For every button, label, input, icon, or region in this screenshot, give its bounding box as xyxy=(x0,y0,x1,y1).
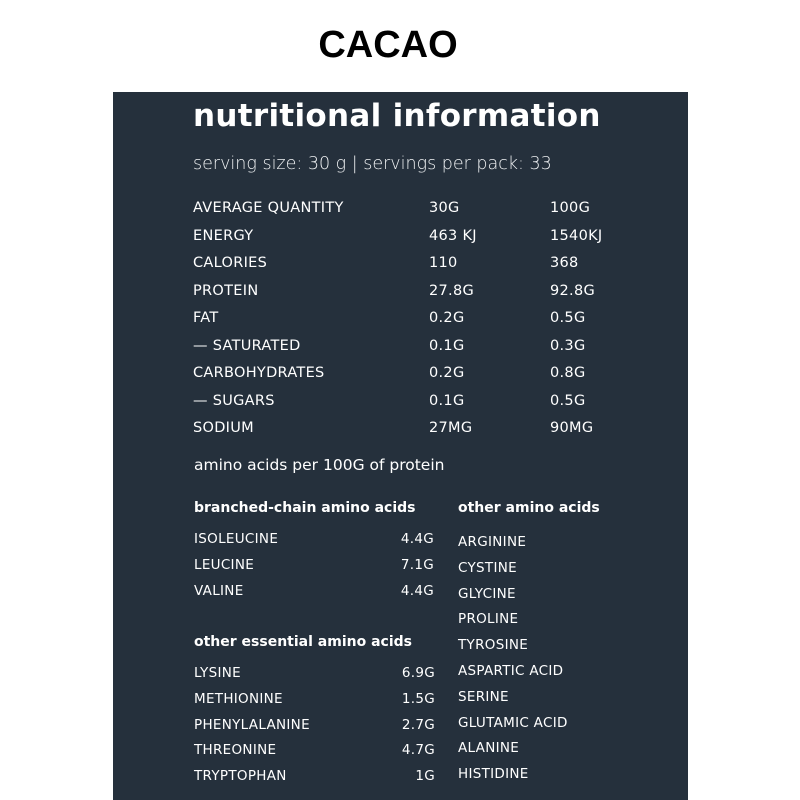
amino-name: ASPARTIC ACID xyxy=(458,662,564,679)
nutrient-name: FAT xyxy=(193,310,219,326)
nutrition-panel xyxy=(113,92,688,800)
amino-name: PHENYLALANINE xyxy=(194,716,310,733)
product-title: CACAO xyxy=(318,24,458,66)
per-serving-value: 30G xyxy=(429,200,460,216)
per-100g-value: 1540KJ xyxy=(550,227,603,244)
nutrition-row xyxy=(193,200,633,228)
per-100g-value: 368 xyxy=(550,255,579,271)
list-item xyxy=(458,740,678,766)
amino-name: TYROSINE xyxy=(458,637,529,654)
per-serving-value: 110 xyxy=(429,255,458,271)
amino-name: TRYPTOPHAN xyxy=(194,768,287,785)
per-100g-value: 92.8G xyxy=(550,282,596,299)
nutrition-row xyxy=(193,338,633,366)
amino-value: 1.5G xyxy=(401,690,435,707)
amino-name: METHIONINE xyxy=(194,690,283,707)
per-100g-value: 0.5G xyxy=(550,392,586,409)
per-serving-value: 0.2G xyxy=(429,310,465,326)
per-100g-value: 0.3G xyxy=(550,337,586,354)
nutrition-row xyxy=(193,255,633,283)
other-amino-list xyxy=(458,534,678,792)
per-serving-value: 27.8G xyxy=(429,282,475,299)
amino-value: 4.4G xyxy=(400,582,434,599)
nutrition-row xyxy=(193,365,633,393)
amino-name: CYSTINE xyxy=(458,559,517,576)
list-item xyxy=(458,534,678,560)
amino-name: ALANINE xyxy=(458,740,520,757)
per-100g-value: 0.5G xyxy=(550,310,586,326)
other-amino-title: other amino acids xyxy=(458,500,600,516)
amino-name: LEUCINE xyxy=(194,556,255,573)
list-item xyxy=(458,611,678,637)
amino-name: ARGININE xyxy=(458,534,527,550)
list-item xyxy=(194,691,435,717)
amino-value: 4.4G xyxy=(400,531,434,547)
amino-name: PROLINE xyxy=(458,611,519,628)
nutrient-name: AVERAGE QUANTITY xyxy=(193,200,344,216)
amino-name: SERINE xyxy=(458,688,509,705)
nutrition-table xyxy=(193,200,633,448)
list-item xyxy=(194,557,434,583)
amino-name: THREONINE xyxy=(194,742,277,759)
nutrient-name: CALORIES xyxy=(193,255,268,271)
per-serving-value: 0.1G xyxy=(429,392,465,409)
nutrition-row xyxy=(193,228,633,256)
list-item xyxy=(194,531,434,557)
amino-value: 1G xyxy=(415,768,435,785)
panel-heading: nutritional information xyxy=(193,98,601,134)
list-item xyxy=(194,717,435,743)
per-100g-value: 90MG xyxy=(550,420,594,436)
list-item xyxy=(194,768,435,794)
per-100g-value: 0.8G xyxy=(550,365,586,381)
amino-name: GLUTAMIC ACID xyxy=(458,714,568,731)
list-item xyxy=(458,689,678,715)
list-item xyxy=(458,663,678,689)
nutrition-row xyxy=(193,420,633,448)
nutrient-name: — SATURATED xyxy=(193,337,301,354)
amino-acids-heading: amino acids per 100G of protein xyxy=(194,456,445,474)
amino-name: VALINE xyxy=(194,582,244,599)
nutrition-row xyxy=(193,393,633,421)
amino-name: GLYCINE xyxy=(458,585,516,602)
nutrient-name: — SUGARS xyxy=(193,392,275,409)
list-item xyxy=(458,766,678,792)
serving-info: serving size: 30 g | servings per pack: 33 xyxy=(193,154,552,174)
amino-name: ISOLEUCINE xyxy=(194,531,279,547)
amino-value: 2.7G xyxy=(401,716,435,733)
list-item xyxy=(194,742,435,768)
list-item xyxy=(458,560,678,586)
amino-name: LYSINE xyxy=(194,665,241,681)
nutrition-row xyxy=(193,283,633,311)
per-serving-value: 0.2G xyxy=(429,365,465,381)
amino-value: 6.9G xyxy=(401,665,435,681)
nutrient-name: SODIUM xyxy=(193,420,254,436)
list-item xyxy=(194,665,435,691)
nutrient-name: ENERGY xyxy=(193,227,254,244)
bcaa-title: branched-chain amino acids xyxy=(194,500,416,516)
amino-value: 4.7G xyxy=(401,742,435,759)
nutrient-name: PROTEIN xyxy=(193,282,259,299)
essential-amino-list xyxy=(194,665,435,794)
nutrient-name: CARBOHYDRATES xyxy=(193,365,325,381)
list-item xyxy=(458,715,678,741)
list-item xyxy=(458,637,678,663)
bcaa-list xyxy=(194,531,434,608)
per-serving-value: 463 KJ xyxy=(429,227,477,244)
list-item xyxy=(194,583,434,609)
nutrition-row xyxy=(193,310,633,338)
amino-value: 7.1G xyxy=(400,556,434,573)
essential-amino-title: other essential amino acids xyxy=(194,634,412,650)
per-serving-value: 0.1G xyxy=(429,337,465,354)
list-item xyxy=(458,586,678,612)
per-serving-value: 27MG xyxy=(429,420,473,436)
per-100g-value: 100G xyxy=(550,200,591,216)
amino-name: HISTIDINE xyxy=(458,766,529,783)
